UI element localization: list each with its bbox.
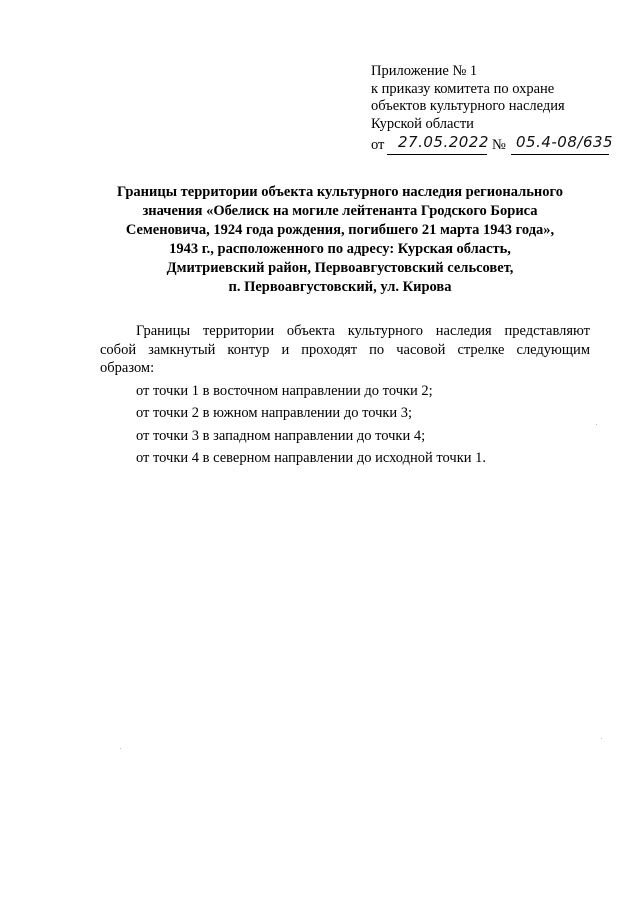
boundary-item: от точки 2 в южном направлении до точки 3; (136, 405, 413, 421)
order-number-handwritten: 05.4-08/635 (516, 133, 614, 151)
attachment-order-ref: к приказу комитета по охране (371, 80, 555, 97)
attachment-block (371, 63, 631, 158)
title-line: п. Первоавгустовский, ул. Кирова (228, 279, 452, 295)
intro-paragraph (100, 322, 590, 378)
scan-speck (601, 738, 602, 739)
title-line: Дмитриевский район, Первоавгустовский сельсовет, (166, 260, 514, 276)
document-title (90, 183, 590, 297)
order-number-label: № (492, 137, 506, 153)
intro-line: Границы территории объекта культурного наследия представляют (136, 323, 590, 339)
boundary-item: от точки 1 в восточном направлении до точки 2; (136, 382, 433, 399)
order-line (371, 134, 631, 158)
order-date-underline (387, 154, 487, 155)
document-body (100, 322, 590, 468)
scan-speck (120, 748, 121, 749)
order-date-prefix: от (371, 137, 385, 153)
attachment-number: Приложение № 1 (371, 63, 478, 79)
scan-speck (596, 424, 597, 425)
attachment-region: Курской области (371, 115, 474, 132)
title-line: значения «Обелиск на могиле лейтенанта Гродского Бориса (142, 203, 538, 219)
order-date-handwritten: 27.05.2022 (398, 133, 489, 151)
attachment-committee: объектов культурного наследия (371, 98, 565, 114)
intro-line: образом: (100, 360, 155, 376)
boundary-item: от точки 4 в северном направлении до исходной точки 1. (136, 450, 486, 466)
boundary-item: от точки 3 в западном направлении до точки 4; (136, 427, 426, 444)
title-line: Семеновича, 1924 года рождения, погибшего 21 марта 1943 года», (125, 222, 555, 238)
intro-line: собой замкнутый контур и проходят по часовой стрелке следующим (100, 341, 590, 358)
title-line: Границы территории объекта культурного наследия регионального (117, 184, 563, 200)
title-line: 1943 г., расположенного по адресу: Курская область, (169, 241, 511, 257)
order-number-underline (511, 154, 609, 155)
